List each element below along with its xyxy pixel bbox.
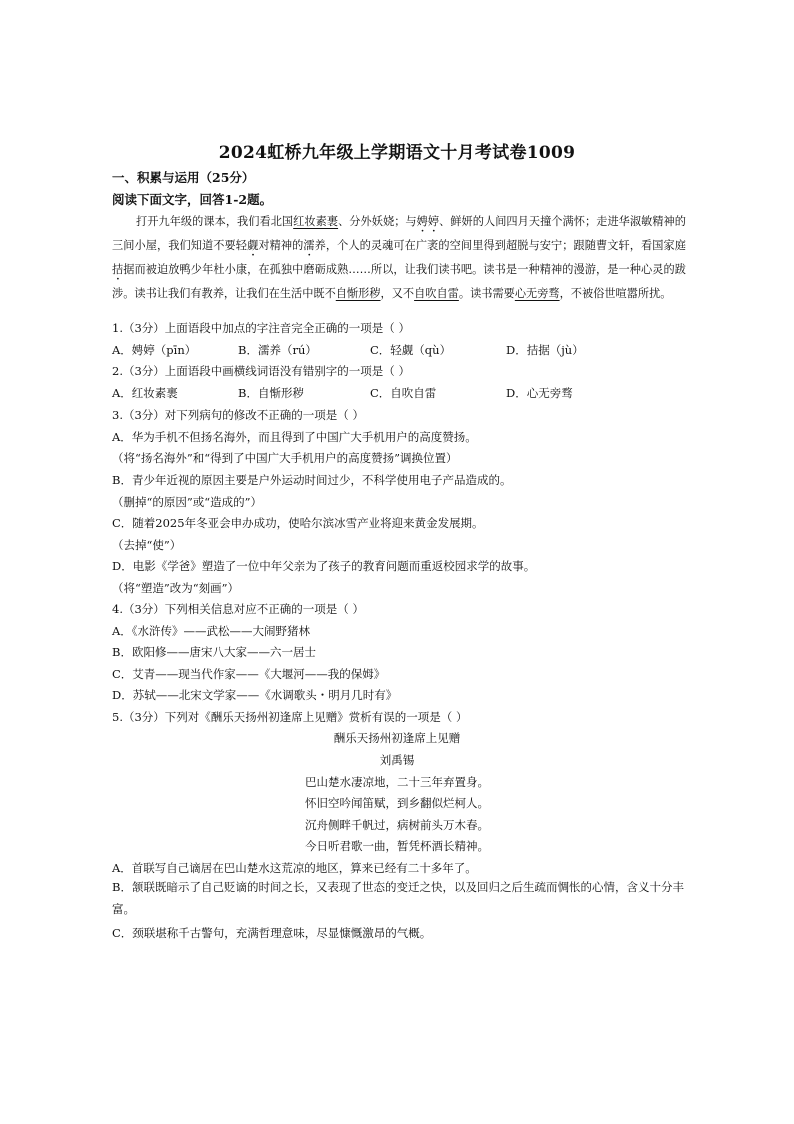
question-3-stem: 3.（3分）对下列病句的修改不正确的一项是（ ）	[112, 408, 364, 422]
exam-title: 2024虹桥九年级上学期语文十月考试卷1009	[218, 143, 576, 163]
q2-option-d[interactable]: D．心无旁骛	[506, 386, 573, 400]
underlined-term: 自吹自雷	[414, 287, 459, 300]
q5-option-a[interactable]: A．首联写自己谪居在巴山楚水这荒凉的地区，算来已经有二十多年了。	[112, 861, 477, 875]
q2-option-b[interactable]: B．自惭形秽	[238, 386, 304, 400]
q4-option-d[interactable]: D．苏轼——北宋文学家——《水调歌头・明月几时有》	[112, 688, 398, 702]
q4-option-a[interactable]: A．《水浒传》——武松——大闹野猪林	[112, 624, 311, 638]
q3-option-c[interactable]: C．随着2025年冬亚会申办成功，使哈尔滨冰雪产业将迎来黄金发展期。	[112, 516, 484, 530]
poem-line: 沉舟侧畔千帆过，病树前头万木春。	[305, 818, 489, 832]
q2-option-c[interactable]: C．自吹自雷	[370, 386, 437, 400]
question-4-stem: 4.（3分）下列相关信息对应不正确的一项是（ ）	[112, 602, 364, 616]
underlined-term: 自惭形秽	[335, 287, 381, 300]
q3-option-b-fix: （删掉“的原因”或“造成的”）	[112, 495, 263, 509]
q5-option-b[interactable]: B．颔联既暗示了自己贬谪的时间之长，又表现了世态的变迁之快，以及回归之后生疏而惆怅的心情，含义十分丰富。	[112, 880, 684, 916]
poem-title: 酬乐天扬州初逢席上见赠	[333, 731, 461, 745]
q3-option-a-fix: （将“扬名海外”和“得到了中国广大手机用户的高度赞扬”调换位置）	[112, 451, 458, 465]
q4-option-b[interactable]: B．欧阳修——唐宋八大家——六一居士	[112, 645, 316, 659]
q3-option-d[interactable]: D．电影《学爸》塑造了一位中年父亲为了孩子的教育问题而重返校园求学的故事。	[112, 559, 536, 573]
q3-option-b[interactable]: B．青少年近视的原因主要是户外运动时间过少，不科学使用电子产品造成的。	[112, 473, 512, 487]
underlined-term: 红妆素裹	[293, 215, 339, 228]
reading-passage: 打开九年级的课本，我们看北国红妆素裹、分外妖娆；与娉婷、鲜妍的人间四月天撞个满怀；走进华淑敏精神的三间小屋，我们知道不要轻觑对精神的濡养，个人的灵魂可在广袤的空间里得到超脱与安宁；跟随曹文轩，看国家庭拮据而被迫放鸭少年杜小康，在孤独中磨砺成熟……所以，让我们读书吧。读书是一种精神的漫游，是一种心灵的跋涉。读书让我们有教养，让我们在生活中既不自惭形秽，又不自吹自雷。读书需要心无旁骛，不被俗世喧嚣所扰。	[112, 215, 686, 300]
question-5-stem: 5.（3分）下列对《酬乐天扬州初逢席上见赠》赏析有误的一项是（ ）	[112, 710, 468, 724]
q1-option-a[interactable]: A．娉婷（pīn）	[112, 343, 197, 357]
q3-option-c-fix: （去掉“使”）	[112, 538, 182, 552]
underlined-term: 心无旁骛	[514, 287, 560, 300]
question-1-stem: 1.（3分）上面语段中加点的字注音完全正确的一项是（ ）	[112, 321, 410, 335]
poem-line: 怀旧空吟闻笛赋，到乡翻似烂柯人。	[305, 796, 489, 810]
q2-option-a[interactable]: A．红妆素裹	[112, 386, 178, 400]
q3-option-d-fix: （将“塑造”改为“刻画”）	[112, 581, 240, 595]
q1-option-b[interactable]: B．濡养（rú）	[238, 343, 317, 357]
q1-option-c[interactable]: C．轻觑（qù）	[370, 343, 452, 357]
dotted-char: 濡	[303, 239, 315, 252]
question-2-stem: 2.（3分）上面语段中画横线词语没有错别字的一项是（ ）	[112, 364, 410, 378]
reading-instruction: 阅读下面文字，回答1-2题。	[112, 192, 273, 207]
poem-line: 今日听君歌一曲，暂凭杯酒长精神。	[305, 839, 489, 853]
poem-line: 巴山楚水凄凉地，二十三年弃置身。	[305, 775, 489, 789]
q4-option-c[interactable]: C．艾青——现当代作家——《大堰河——我的保姆》	[112, 667, 386, 681]
q1-option-d[interactable]: D．拮据（jù）	[506, 343, 584, 357]
q3-option-a[interactable]: A．华为手机不但扬名海外，而且得到了中国广大手机用户的高度赞扬。	[112, 430, 477, 444]
poem-author: 刘禹锡	[379, 753, 415, 767]
dotted-char: 拮	[112, 263, 124, 276]
dotted-char: 觑	[247, 239, 259, 252]
q5-option-c[interactable]: C．颈联堪称千古警句，充满哲理意味，尽显慷慨激昂的气概。	[112, 926, 432, 940]
dotted-char: 娉婷	[416, 215, 440, 228]
section-heading: 一、积累与运用（25分）	[112, 170, 255, 185]
